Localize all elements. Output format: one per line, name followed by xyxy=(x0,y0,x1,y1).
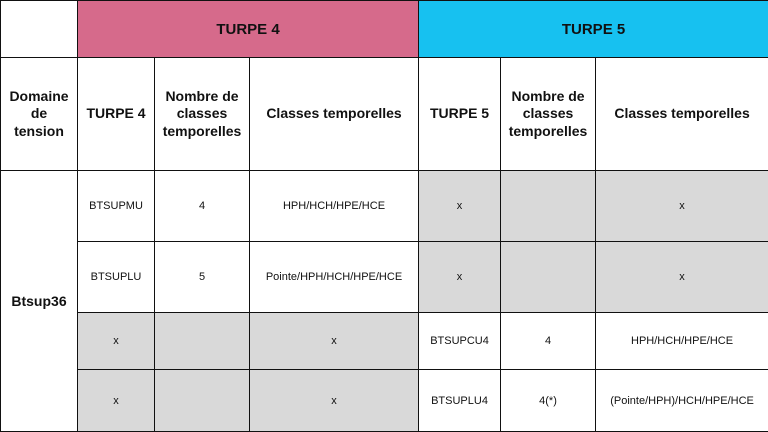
header-nombre5: Nombre de classes temporelles xyxy=(501,58,596,171)
turpe5-cell: BTSUPLU4 xyxy=(419,370,501,432)
domaine-cell: Btsup36 xyxy=(1,171,78,432)
nombre5-cell xyxy=(501,171,596,242)
table-row xyxy=(1,370,768,432)
table-row xyxy=(1,171,768,242)
turpe5-cell: BTSUPCU4 xyxy=(419,313,501,370)
nombre4-cell: 5 xyxy=(155,242,250,313)
turpe4-cell: x xyxy=(78,370,155,432)
turpe5-cell: x xyxy=(419,242,501,313)
header-classes4: Classes temporelles xyxy=(250,58,419,171)
nombre4-cell xyxy=(155,313,250,370)
classes4-cell: Pointe/HPH/HCH/HPE/HCE xyxy=(250,242,419,313)
nombre5-cell xyxy=(501,242,596,313)
classes5-cell: x xyxy=(596,171,768,242)
group-header-row xyxy=(1,1,768,58)
nombre5-cell: 4 xyxy=(501,313,596,370)
turpe4-group-header: TURPE 4 xyxy=(78,1,419,58)
nombre4-cell: 4 xyxy=(155,171,250,242)
header-turpe4: TURPE 4 xyxy=(78,58,155,171)
classes4-cell: x xyxy=(250,313,419,370)
table-row xyxy=(1,242,768,313)
turpe4-cell: BTSUPLU xyxy=(78,242,155,313)
header-classes5: Classes temporelles xyxy=(596,58,768,171)
classes5-cell: x xyxy=(596,242,768,313)
header-domaine: Domaine de tension xyxy=(1,58,78,171)
classes5-cell: (Pointe/HPH)/HCH/HPE/HCE xyxy=(596,370,768,432)
turpe4-cell: BTSUPMU xyxy=(78,171,155,242)
turpe5-group-header: TURPE 5 xyxy=(419,1,768,58)
table-row xyxy=(1,313,768,370)
header-nombre4: Nombre de classes temporelles xyxy=(155,58,250,171)
turpe4-cell: x xyxy=(78,313,155,370)
turpe5-cell: x xyxy=(419,171,501,242)
column-header-row xyxy=(1,58,768,171)
nombre5-cell: 4(*) xyxy=(501,370,596,432)
classes4-cell: HPH/HCH/HPE/HCE xyxy=(250,171,419,242)
header-turpe5: TURPE 5 xyxy=(419,58,501,171)
corner-cell xyxy=(1,1,78,58)
classes4-cell: x xyxy=(250,370,419,432)
classes5-cell: HPH/HCH/HPE/HCE xyxy=(596,313,768,370)
nombre4-cell xyxy=(155,370,250,432)
